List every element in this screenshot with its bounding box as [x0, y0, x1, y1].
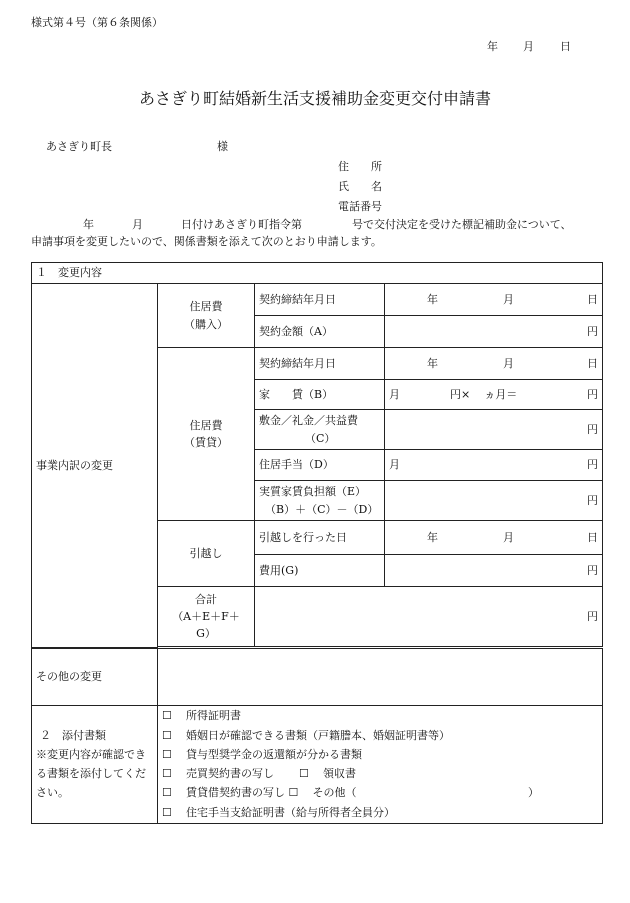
housing-allowance-field[interactable]: 月 円 [385, 450, 603, 481]
rent-contract-date-field[interactable]: 年 月 日 [385, 348, 603, 380]
deposit-field[interactable]: 円 [385, 410, 603, 450]
rent-amount-field[interactable]: 月 円× ヵ月＝ 円 [385, 380, 603, 410]
addressee-honorific: 様 [217, 140, 228, 153]
checkbox-icon: ☐ [162, 786, 172, 800]
attachments-note-3: さい。 [36, 786, 69, 800]
attachment-scholarship[interactable]: ☐ 貸与型奨学金の返還額が分かる書類 [162, 745, 598, 764]
other-changes-label: その他の変更 [32, 648, 158, 705]
attachments-list [158, 705, 603, 823]
checkbox-icon: ☐ [162, 747, 172, 761]
purchase-amount-field[interactable]: 円 [385, 316, 603, 348]
date-year-label: 年 [487, 40, 498, 53]
actual-rent-label: 実質家賃負担額（E） （B）＋（C）－（D） [255, 481, 385, 521]
addressee-name: あさぎり町長 [46, 140, 112, 153]
purchase-contract-date-field[interactable]: 年 月 日 [385, 284, 603, 316]
purchase-label: 住居費 （購入） [158, 284, 255, 348]
applicant-name-label: 氏 名 [338, 180, 382, 193]
checkbox-icon: ☐ [162, 767, 172, 780]
intro-year: 年 [83, 218, 94, 231]
attachment-lease-other[interactable]: ☐ 賃貸借契約書の写し ☐ その他（ ） [162, 783, 598, 802]
checkbox-icon: ☐ [162, 709, 172, 723]
moving-cost-field[interactable]: 円 [385, 555, 603, 587]
date-day-label: 日 [560, 40, 571, 53]
rent-label: 住居費 （賃貸） [158, 348, 255, 521]
form-number: 様式第４号（第６条関係） [31, 16, 163, 29]
actual-rent-field[interactable]: 円 [385, 481, 603, 521]
moving-cost-label: 費用(G) [255, 555, 385, 587]
checkbox-icon: ☐ [288, 786, 299, 800]
section1-title: １ 変更内容 [32, 263, 603, 284]
intro-mid: 日付けあさぎり町指令第 [181, 218, 302, 231]
applicant-address-label: 住 所 [338, 160, 382, 173]
housing-allowance-label: 住居手当（D） [255, 450, 385, 481]
business-breakdown-header: 事業内訳の変更 [32, 284, 158, 648]
application-form-table [31, 262, 603, 824]
deposit-label: 敷金／礼金／共益費 （C） [255, 410, 385, 450]
attachments-label: ２ 添付書類 ※変更内容が確認でき る書類を添付してくだ さい。 [32, 705, 158, 823]
attachment-housing-allowance[interactable]: ☐ 住宅手当支給証明書（給与所得者全員分） [162, 803, 598, 822]
rent-amount-label: 家 賃（B） [255, 380, 385, 410]
checkbox-icon: ☐ [299, 767, 309, 780]
attachment-marriage[interactable]: ☐ 婚姻日が確認できる書類（戸籍謄本、婚姻証明書等） [162, 726, 598, 745]
purchase-contract-date-label: 契約締結年月日 [255, 284, 385, 316]
other-changes-field[interactable] [158, 648, 603, 705]
total-label: 合計 （A＋E＋F＋ G） [158, 587, 255, 647]
purchase-amount-label: 契約金額（A） [255, 316, 385, 348]
rent-contract-date-label: 契約締結年月日 [255, 348, 385, 380]
moving-date-field[interactable]: 年 月 日 [385, 521, 603, 555]
document-title: あさぎり町結婚新生活支援補助金変更交付申請書 [138, 89, 491, 108]
attachments-note-1: ※変更内容が確認でき [36, 747, 146, 761]
intro-line2: 申請事項を変更したいので、関係書類を添えて次のとおり申請します。 [31, 235, 382, 248]
applicant-phone-label: 電話番号 [338, 200, 382, 213]
attachment-income[interactable]: ☐ 所得証明書 [162, 706, 598, 725]
checkbox-icon: ☐ [162, 728, 172, 742]
intro-tail: 号で交付決定を受けた標記補助金について、 [352, 218, 572, 231]
total-field[interactable]: 円 [255, 587, 603, 647]
attachments-note-2: る書類を添付してくだ [36, 767, 146, 780]
moving-label: 引越し [158, 521, 255, 587]
date-month-label: 月 [523, 40, 534, 53]
attachment-sale-receipt[interactable]: ☐ 売買契約書の写し ☐ 領収書 [162, 764, 598, 783]
checkbox-icon: ☐ [162, 805, 172, 819]
intro-month: 月 [132, 218, 143, 231]
moving-date-label: 引越しを行った日 [255, 521, 385, 555]
